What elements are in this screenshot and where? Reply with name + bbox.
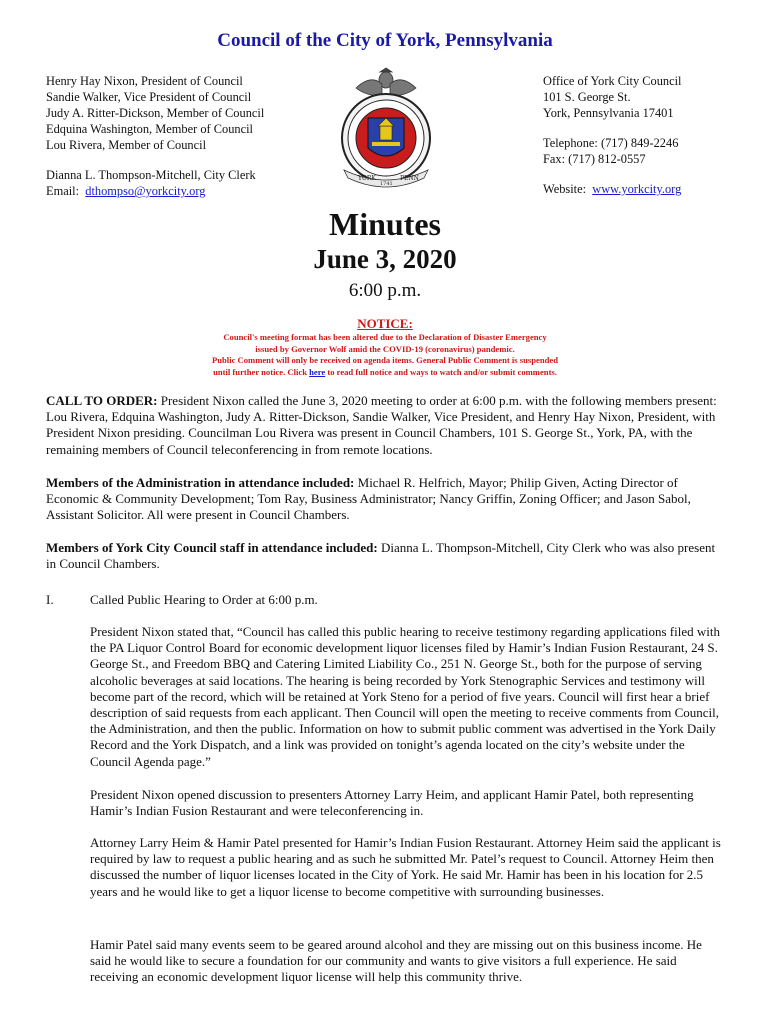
meeting-time: 6:00 p.m. [348, 280, 422, 301]
office-line: York, Pennsylvania 17401 [543, 106, 674, 120]
office-contact-block [543, 73, 681, 197]
notice-line: Public Comment will only be received on agenda items. General Public Comment is suspended [212, 355, 558, 365]
notice-title: NOTICE: [357, 316, 413, 331]
member-line: Sandie Walker, Vice President of Council [46, 90, 252, 104]
notice-here-link[interactable]: here [309, 366, 326, 377]
administration-label: Members of the Administration in attendance included: [46, 475, 355, 490]
section-paragraph: President Nixon opened discussion to presenters Attorney Larry Heim, and applicant Hamir Patel, both representing Hamir’s Indian Fusion Restaurant and were teleconferencing in. [90, 787, 694, 819]
member-line: Henry Hay Nixon, President of Council [46, 74, 243, 88]
clerk-line: Dianna L. Thompson-Mitchell, City Clerk [46, 168, 256, 182]
website-label: Website: [543, 182, 587, 196]
member-line: Judy A. Ritter-Dickson, Member of Council [46, 106, 265, 120]
section-title: Called Public Hearing to Order at 6:00 p.m. [90, 592, 318, 607]
member-line: Lou Rivera, Member of Council [46, 138, 207, 152]
seal-text-bottom: 1741 [380, 181, 393, 187]
city-seal-icon [336, 66, 436, 194]
telephone-line: Telephone: (717) 849-2246 [543, 136, 679, 150]
notice-line: until further notice. Click here to read full notice and ways to watch and/or submit comments. [213, 366, 557, 377]
website-link[interactable]: www.yorkcity.org [592, 182, 682, 196]
email-line [46, 183, 264, 199]
office-line: Office of York City Council [543, 74, 682, 88]
office-line: 101 S. George St. [543, 90, 631, 104]
minutes-heading: Minutes [329, 206, 441, 242]
email-label: Email: [46, 184, 80, 198]
notice-line: Council's meeting format has been altered due to the Declaration of Disaster Emergency [223, 332, 547, 342]
seal-text-left: YORK [358, 175, 376, 182]
administration-paragraph: Members of the Administration in attendance included: Michael R. Helfrich, Mayor; Philip Given, Acting Director of Economic & Community Development; Tom Ray, Business Administrator; Nancy Griffin, Zoning Officer; and Jason Sabol, Assistant Solicitor. All were present in Council Chambers. [46, 475, 691, 523]
section-numeral: I. [46, 592, 54, 607]
call-to-order-label: CALL TO ORDER: [46, 393, 158, 408]
website-line [543, 181, 681, 197]
section-paragraph: President Nixon stated that, “Council has called this public hearing to receive testimony regarding applications filed with the PA Liquor Control Board for economic development liquor licenses filed by Hamir’s Indian Fusion Restaurant, 24 S. George St., and Freedom BBQ and Catering Limited Liability Co., 251 N. George St., both for the purpose of serving alcoholic beverages at said locations. The hearing is being recorded by York Stenographic Services and testimony will become part of the record, which will be retained at York Steno for a period of five years. Council will first hear a brief description of said requests from each applicant. Then Council will open the meeting to receive comments from Council, the Administration, and then the public. Information on how to submit public comment was advertised in the York Daily Record and the York Dispatch, and a link was provided on tonight’s agenda located on the city’s website under the Council Agenda page.” [90, 624, 720, 769]
member-line: Edquina Washington, Member of Council [46, 122, 253, 136]
council-members-block [46, 73, 264, 199]
document-title: Council of the City of York, Pennsylvania [217, 30, 553, 51]
seal-text-right: PENN [400, 175, 419, 182]
fax-line: Fax: (717) 812-0557 [543, 152, 646, 166]
section-paragraph: Hamir Patel said many events seem to be geared around alcohol and they are missing out on this business income. He said he would like to secure a foundation for our community and wants to give visitors a full experience. He said receiving an economic development liquor license will help this community thrive. [90, 937, 702, 985]
section-paragraph: Attorney Larry Heim & Hamir Patel presented for Hamir’s Indian Fusion Restaurant. Attorney Heim said the applicant is required by law to request a public hearing and as such he submitted Mr. Patel’s request to Council. Attorney Heim then discussed the number of liquor licenses located in the City of York. He said Mr. Hamir has been in his location for 2.5 years and he would like to get a liquor license to become competitive with surrounding businesses. [90, 835, 721, 899]
staff-paragraph: Members of York City Council staff in attendance included: Dianna L. Thompson-Mitchell, City Clerk who was also present in Council Chambers. [46, 540, 716, 572]
email-link[interactable]: dthompso@yorkcity.org [85, 184, 206, 198]
notice-body [160, 332, 610, 378]
notice-line: issued by Governor Wolf amid the COVID-19 (coronavirus) pandemic. [255, 343, 515, 354]
call-to-order-paragraph: CALL TO ORDER: President Nixon called the June 3, 2020 meeting to order at 6:00 p.m. with the following members present: Lou Rivera, Edquina Washington, Judy A. Ritter-Dickson, Sandie Walker, Vice President, and Henry Hay Nixon, President, with President Nixon presiding. Councilman Lou Rivera was present in Council Chambers, 101 S. George St., York, PA, with the remaining members of Council teleconferencing in from remote locations. [46, 393, 717, 457]
staff-label: Members of York City Council staff in attendance included: [46, 540, 378, 555]
meeting-date: June 3, 2020 [313, 244, 457, 274]
